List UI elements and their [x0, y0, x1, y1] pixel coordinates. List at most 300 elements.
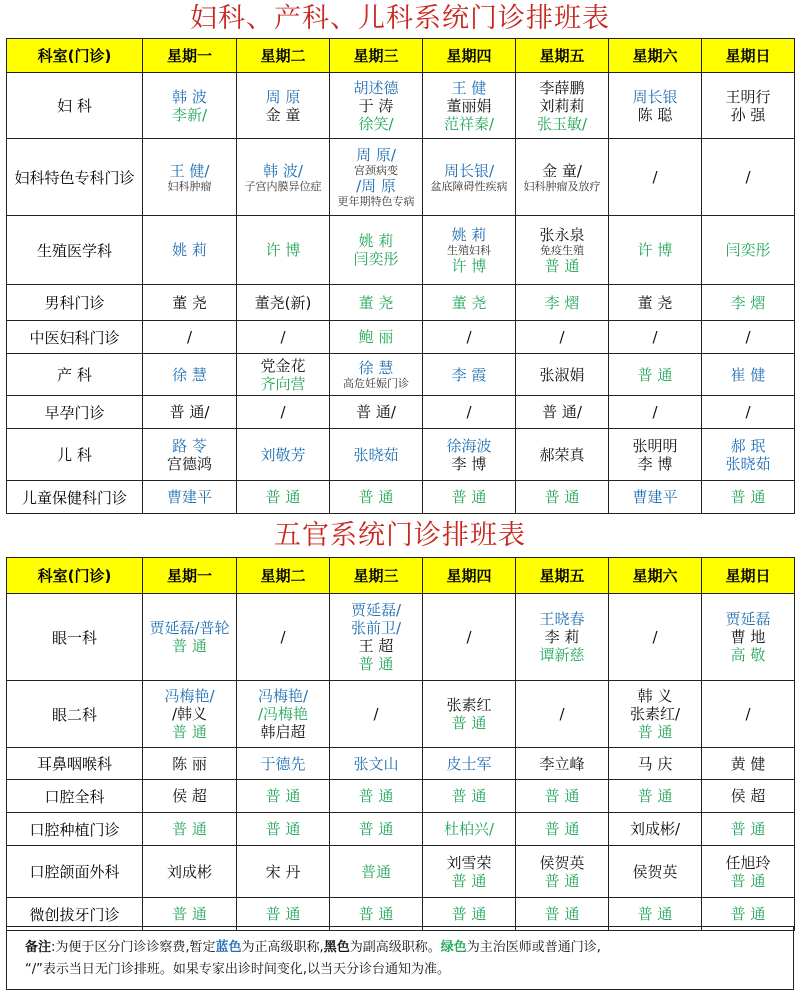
- schedule-cell: [237, 396, 330, 429]
- doctor-entry: /: [373, 705, 379, 723]
- schedule-cell: [516, 354, 609, 396]
- schedule-row: [7, 429, 795, 481]
- schedule-cell: [609, 748, 702, 780]
- doctor-entry: 普 通: [358, 655, 394, 673]
- schedule-cell: [702, 813, 795, 846]
- schedule-row: [7, 73, 795, 139]
- department-name: 产 科: [7, 354, 143, 396]
- doctor-entry: 普 通: [358, 820, 394, 838]
- header-day: 星期四: [423, 558, 516, 594]
- doctor-entry: 董 尧: [172, 293, 207, 312]
- doctor-entry: /: [652, 628, 658, 646]
- department-name: 耳鼻咽喉科: [7, 748, 143, 780]
- doctor-entry: 普 通: [544, 905, 580, 923]
- schedule-cell: [702, 681, 795, 748]
- schedule-cell: [516, 594, 609, 681]
- doctor-entry: 贾延磊/普轮: [149, 619, 230, 637]
- doctor-entry: 韩 义: [637, 687, 673, 705]
- schedule-row: [7, 481, 795, 514]
- doctor-entry: 普 通: [637, 905, 673, 923]
- doctor-entry: 姚 莉: [358, 232, 394, 250]
- schedule-cell: [702, 354, 795, 396]
- header-day: 星期二: [237, 558, 330, 594]
- doctor-entry: 鲍 丽: [358, 328, 394, 346]
- header-day: 星期一: [143, 39, 237, 73]
- doctor-entry: 普 通: [730, 488, 766, 506]
- doctor-entry: 刘莉莉: [539, 96, 585, 115]
- doctor-entry: 王 超: [358, 637, 394, 655]
- doctor-entry: 贾延磊: [725, 610, 771, 628]
- doctor-entry: 普 通: [637, 723, 673, 741]
- schedule-cell: [609, 139, 702, 216]
- doctor-entry: 普 通: [172, 905, 207, 923]
- schedule-cell: [423, 846, 516, 898]
- doctor-entry: /: [466, 628, 472, 646]
- doctor-entry: 徐 慧: [358, 359, 394, 377]
- specialty-note: 高危妊娠门诊: [343, 377, 409, 390]
- schedule-cell: [423, 748, 516, 780]
- schedule-cell: [330, 681, 423, 748]
- schedule-cell: [423, 594, 516, 681]
- schedule-row: [7, 354, 795, 396]
- schedule-cell: [423, 481, 516, 514]
- doctor-entry: 范祥秦/: [443, 114, 495, 133]
- department-name: 妇科特色专科门诊: [7, 139, 143, 216]
- schedule-cell: [423, 354, 516, 396]
- doctor-entry: 徐海波: [446, 436, 492, 455]
- doctor-entry: 王 健/: [169, 161, 210, 180]
- doctor-entry: 普 通/: [356, 403, 396, 421]
- doctor-entry: /: [559, 705, 565, 723]
- department-name: 儿童保健科门诊: [7, 481, 143, 514]
- schedule-cell: [609, 285, 702, 321]
- doctor-entry: 冯梅艳/: [164, 687, 215, 705]
- doctor-entry: 普 通: [358, 787, 394, 805]
- doctor-entry: 张玉敏/: [536, 114, 588, 133]
- doctor-entry: 普通: [360, 862, 391, 881]
- doctor-entry: 张明明: [632, 436, 678, 455]
- doctor-entry: 董 尧: [358, 293, 394, 312]
- department-name: 口腔颌面外科: [7, 846, 143, 898]
- header-day: 星期四: [423, 39, 516, 73]
- schedule-cell: [143, 594, 237, 681]
- schedule-cell: [423, 396, 516, 429]
- schedule-cell: [609, 681, 702, 748]
- schedule-cell: [330, 216, 423, 285]
- schedule-cell: [423, 139, 516, 216]
- doctor-entry: 金 童/: [542, 161, 582, 180]
- doctor-entry: 普 通: [544, 871, 580, 890]
- doctor-entry: 郝 珉: [730, 436, 766, 455]
- doctor-entry: 李 霞: [451, 365, 487, 384]
- schedule-cell: [237, 846, 330, 898]
- specialty-note: 更年期特色专病: [337, 195, 415, 208]
- schedule-cell: [143, 139, 237, 216]
- schedule-row: [7, 396, 795, 429]
- doctor-entry: /: [745, 705, 751, 723]
- doctor-entry: 普 通: [265, 488, 301, 506]
- doctor-entry: 刘成彬/: [629, 820, 681, 838]
- doctor-entry: 崔 健: [730, 365, 766, 384]
- doctor-entry: 普 通: [172, 723, 207, 741]
- schedule-cell: [609, 780, 702, 813]
- specialty-note: 免疫生殖: [540, 243, 584, 257]
- schedule-row: [7, 216, 795, 285]
- doctor-entry: 于 涛: [358, 96, 394, 115]
- doctor-entry: 李立峰: [539, 754, 585, 773]
- legend-black-text: 黑色: [323, 940, 350, 955]
- doctor-entry: 王明行: [725, 87, 771, 106]
- doctor-entry: /冯梅艳: [257, 705, 309, 723]
- header-day: 星期三: [330, 39, 423, 73]
- doctor-entry: 韩 波: [172, 87, 207, 106]
- schedule-title-ent-eye-dental: 五官系统门诊排班表: [274, 520, 526, 551]
- doctor-entry: 胡述德: [353, 78, 399, 97]
- department-name: 口腔种植门诊: [7, 813, 143, 846]
- doctor-entry: /: [280, 328, 286, 346]
- schedule-cell: [143, 285, 237, 321]
- header-department: 科室(门诊): [7, 558, 143, 594]
- header-day: 星期五: [516, 39, 609, 73]
- specialty-note: 妇科肿瘤及放疗: [523, 179, 601, 193]
- doctor-entry: 董 尧: [451, 293, 487, 312]
- schedule-cell: [143, 681, 237, 748]
- schedule-row: [7, 285, 795, 321]
- schedule-cell: [237, 216, 330, 285]
- doctor-entry: 普 通: [544, 256, 580, 275]
- schedule-row: [7, 780, 795, 813]
- doctor-entry: 普 通: [172, 637, 207, 655]
- doctor-entry: 党金花: [260, 356, 306, 375]
- doctor-entry: /韩义: [171, 705, 208, 723]
- schedule-cell: [609, 481, 702, 514]
- schedule-cell: [516, 846, 609, 898]
- doctor-entry: 黄 健: [730, 754, 766, 773]
- schedule-cell: [609, 73, 702, 139]
- department-name: 口腔全科: [7, 780, 143, 813]
- doctor-entry: 张文山: [353, 754, 399, 773]
- schedule-cell: [330, 481, 423, 514]
- schedule-cell: [237, 321, 330, 354]
- schedule-cell: [702, 396, 795, 429]
- schedule-cell: [423, 321, 516, 354]
- doctor-entry: 普 通: [451, 905, 487, 923]
- schedule-cell: [237, 681, 330, 748]
- schedule-cell: [609, 354, 702, 396]
- schedule-cell: [423, 429, 516, 481]
- schedule-cell: [143, 780, 237, 813]
- header-day: 星期二: [237, 39, 330, 73]
- schedule-cell: [330, 780, 423, 813]
- doctor-entry: 皮士军: [446, 754, 492, 773]
- schedule-cell: [516, 429, 609, 481]
- doctor-entry: 张前卫/: [350, 619, 402, 637]
- schedule-cell: [609, 813, 702, 846]
- department-name: 早孕门诊: [7, 396, 143, 429]
- doctor-entry: 韩启超: [260, 723, 306, 741]
- doctor-entry: 普 通: [358, 905, 394, 923]
- schedule-cell: [237, 354, 330, 396]
- schedule-cell: [609, 396, 702, 429]
- doctor-entry: 普 通: [451, 714, 487, 732]
- schedule-cell: [516, 748, 609, 780]
- specialty-note: 盆底障碍性疾病: [430, 179, 508, 193]
- schedule-row: [7, 594, 795, 681]
- doctor-entry: 张永泉: [539, 225, 585, 244]
- doctor-entry: 普 通: [172, 820, 207, 838]
- schedule-cell: [237, 73, 330, 139]
- specialty-note: 子宫内膜异位症: [244, 179, 322, 193]
- doctor-entry: 普 通: [451, 871, 487, 890]
- schedule-row: [7, 321, 795, 354]
- doctor-entry: 李 熠: [544, 293, 580, 312]
- schedule-cell: [143, 321, 237, 354]
- doctor-entry: /: [466, 403, 472, 421]
- doctor-entry: 普 通/: [169, 403, 210, 421]
- legend-green-text: 绿色: [440, 940, 467, 955]
- doctor-entry: /: [745, 168, 751, 186]
- schedule-cell: [702, 429, 795, 481]
- schedule-cell: [702, 780, 795, 813]
- schedule-cell: [609, 846, 702, 898]
- doctor-entry: 董 尧: [637, 293, 673, 312]
- schedule-cell: [143, 846, 237, 898]
- schedule-cell: [609, 594, 702, 681]
- doctor-entry: 李 博: [451, 454, 487, 473]
- department-name: 眼一科: [7, 594, 143, 681]
- doctor-entry: /: [280, 403, 286, 421]
- schedule-cell: [237, 748, 330, 780]
- doctor-entry: 李 莉: [544, 628, 580, 646]
- header-department: 科室(门诊): [7, 39, 143, 73]
- doctor-entry: /: [186, 328, 193, 346]
- doctor-entry: 宋 丹: [265, 862, 301, 881]
- doctor-entry: 贾延磊/: [350, 601, 402, 619]
- doctor-entry: 李薛鹏: [539, 78, 585, 97]
- doctor-entry: 徐 慧: [172, 365, 207, 384]
- doctor-entry: 谭新慈: [539, 646, 585, 664]
- schedule-cell: [330, 846, 423, 898]
- schedule-cell: [143, 216, 237, 285]
- doctor-entry: 孙 强: [730, 105, 766, 124]
- department-name: 中医妇科门诊: [7, 321, 143, 354]
- schedule-cell: [423, 73, 516, 139]
- doctor-entry: 侯 超: [730, 787, 766, 805]
- department-name: 微创拔牙门诊: [7, 898, 143, 931]
- schedule-cell: [423, 681, 516, 748]
- schedule-cell: [237, 594, 330, 681]
- doctor-entry: 张素红: [446, 696, 492, 714]
- header-row: [7, 39, 795, 73]
- header-day: 星期日: [702, 558, 795, 594]
- doctor-entry: 齐向营: [260, 374, 306, 393]
- doctor-entry: 金 童: [265, 105, 301, 124]
- doctor-entry: 普 通: [544, 488, 580, 506]
- doctor-entry: 张素红/: [629, 705, 681, 723]
- doctor-entry: 郝荣真: [539, 445, 585, 464]
- doctor-entry: 周长银: [632, 87, 678, 106]
- schedule-cell: [423, 780, 516, 813]
- remarks-note: [6, 926, 794, 990]
- schedule-cell: [423, 813, 516, 846]
- department-name: 眼二科: [7, 681, 143, 748]
- doctor-entry: 刘成彬: [166, 862, 212, 881]
- doctor-entry: 周 原/: [356, 146, 396, 164]
- schedule-cell: [330, 429, 423, 481]
- doctor-entry: 韩 波/: [263, 161, 303, 180]
- doctor-entry: 李新/: [171, 105, 208, 124]
- doctor-entry: 姚 莉: [451, 225, 487, 244]
- schedule-cell: [516, 481, 609, 514]
- doctor-entry: 王晓春: [539, 610, 585, 628]
- schedule-cell: [237, 139, 330, 216]
- schedule-cell: [702, 846, 795, 898]
- schedule-cell: [237, 285, 330, 321]
- legend-blue-text: 蓝色: [215, 940, 242, 955]
- doctor-entry: 普 通: [265, 820, 301, 838]
- schedule-cell: [516, 396, 609, 429]
- schedule-cell: [702, 321, 795, 354]
- specialty-note: 妇科肿瘤: [167, 179, 212, 193]
- doctor-entry: 闫奕彤: [725, 241, 771, 259]
- doctor-entry: 普 通: [730, 905, 766, 923]
- doctor-entry: 普 通: [451, 787, 487, 805]
- schedule-cell: [143, 396, 237, 429]
- doctor-entry: /: [745, 403, 751, 421]
- schedule-cell: [330, 73, 423, 139]
- doctor-entry: 普 通: [637, 787, 673, 805]
- doctor-entry: 马 庆: [637, 754, 673, 773]
- remarks-line-2: “/”表示当日无门诊排班。如果专家出诊时间变化,以当天分诊台通知为准。: [25, 962, 450, 977]
- schedule-cell: [143, 813, 237, 846]
- schedule-cell: [516, 73, 609, 139]
- schedule-row: [7, 139, 795, 216]
- schedule-cell: [702, 73, 795, 139]
- doctor-entry: 曹建平: [632, 488, 678, 506]
- doctor-entry: 宫德鸿: [166, 454, 212, 473]
- doctor-entry: 周长银/: [443, 161, 495, 180]
- doctor-entry: 姚 莉: [172, 241, 207, 259]
- doctor-entry: /: [652, 168, 658, 186]
- remarks-label: 备注: [25, 940, 52, 955]
- schedule-cell: [143, 481, 237, 514]
- doctor-entry: /: [652, 403, 658, 421]
- schedule-row: [7, 846, 795, 898]
- header-day: 星期一: [143, 558, 237, 594]
- doctor-entry: 刘敬芳: [260, 445, 306, 464]
- doctor-entry: 闫奕彤: [353, 250, 399, 268]
- department-name: 生殖医学科: [7, 216, 143, 285]
- doctor-entry: 普 通: [544, 820, 580, 838]
- doctor-entry: 曹建平: [166, 488, 212, 506]
- schedule-cell: [143, 429, 237, 481]
- remarks-text: 为正高级职称,: [241, 940, 324, 955]
- schedule-row: [7, 748, 795, 780]
- header-day: 星期六: [609, 39, 702, 73]
- doctor-entry: 杜柏兴/: [443, 820, 495, 838]
- schedule-cell: [516, 780, 609, 813]
- schedule-row: [7, 681, 795, 748]
- specialty-note: 生殖妇科: [447, 243, 491, 257]
- doctor-entry: 普 通: [265, 787, 301, 805]
- doctor-entry: 徐笑/: [358, 114, 394, 133]
- doctor-entry: 普 通: [451, 488, 487, 506]
- doctor-entry: 陈 聪: [637, 105, 673, 124]
- schedule-cell: [330, 594, 423, 681]
- schedule-cell: [516, 216, 609, 285]
- schedule-cell: [702, 481, 795, 514]
- doctor-entry: 许 博: [265, 241, 301, 259]
- schedule-cell: [702, 594, 795, 681]
- schedule-cell: [143, 73, 237, 139]
- doctor-entry: 普 通: [358, 488, 394, 506]
- department-name: 男科门诊: [7, 285, 143, 321]
- schedule-cell: [330, 139, 423, 216]
- doctor-entry: /: [559, 328, 565, 346]
- doctor-entry: /: [466, 328, 472, 346]
- schedule-cell: [423, 216, 516, 285]
- schedule-cell: [702, 285, 795, 321]
- header-row: [7, 558, 795, 594]
- department-name: 妇 科: [7, 73, 143, 139]
- schedule-cell: [702, 748, 795, 780]
- schedule-cell: [330, 813, 423, 846]
- remarks-text: 为副高级职称。: [349, 940, 441, 955]
- header-day: 星期日: [702, 39, 795, 73]
- doctor-entry: 于德先: [260, 754, 306, 773]
- schedule-cell: [143, 354, 237, 396]
- doctor-entry: 高 敬: [730, 646, 766, 664]
- header-day: 星期五: [516, 558, 609, 594]
- doctor-entry: /: [745, 328, 751, 346]
- remarks-text: :为便于区分门诊诊察费,暂定: [51, 940, 216, 955]
- schedule-cell: [516, 681, 609, 748]
- doctor-entry: 普 通: [637, 365, 673, 384]
- schedule-cell: [237, 780, 330, 813]
- doctor-entry: 李 熠: [730, 293, 766, 312]
- doctor-entry: 许 博: [637, 241, 673, 259]
- doctor-entry: /周 原: [356, 177, 396, 195]
- doctor-entry: 普 通/: [542, 403, 582, 421]
- doctor-entry: 普 通: [730, 820, 766, 838]
- doctor-entry: 许 博: [451, 256, 487, 275]
- doctor-entry: /: [652, 328, 658, 346]
- schedule-cell: [237, 429, 330, 481]
- schedule-cell: [237, 481, 330, 514]
- doctor-entry: 普 通: [544, 787, 580, 805]
- header-day: 星期三: [330, 558, 423, 594]
- doctor-entry: 李 博: [637, 454, 673, 473]
- schedule-cell: [516, 813, 609, 846]
- remarks-text: 为主治医师或普通门诊,: [466, 940, 601, 955]
- doctor-entry: 张晓茹: [353, 445, 399, 464]
- doctor-entry: 张淑娟: [539, 365, 585, 384]
- schedule-title-obgyn-pediatrics: 妇科、产科、儿科系统门诊排班表: [190, 3, 610, 34]
- doctor-entry: 侯 超: [172, 787, 207, 805]
- schedule-row: [7, 813, 795, 846]
- doctor-entry: 刘雪荣: [446, 853, 492, 872]
- doctor-entry: 普 通: [730, 871, 766, 890]
- doctor-entry: 董尧(新): [254, 293, 312, 312]
- schedule-table-obgyn-pediatrics: [6, 38, 795, 514]
- schedule-cell: [237, 813, 330, 846]
- doctor-entry: 王 健: [451, 78, 487, 97]
- schedule-cell: [516, 321, 609, 354]
- schedule-cell: [330, 396, 423, 429]
- doctor-entry: 董丽娟: [446, 96, 492, 115]
- schedule-cell: [702, 139, 795, 216]
- doctor-entry: /: [280, 628, 286, 646]
